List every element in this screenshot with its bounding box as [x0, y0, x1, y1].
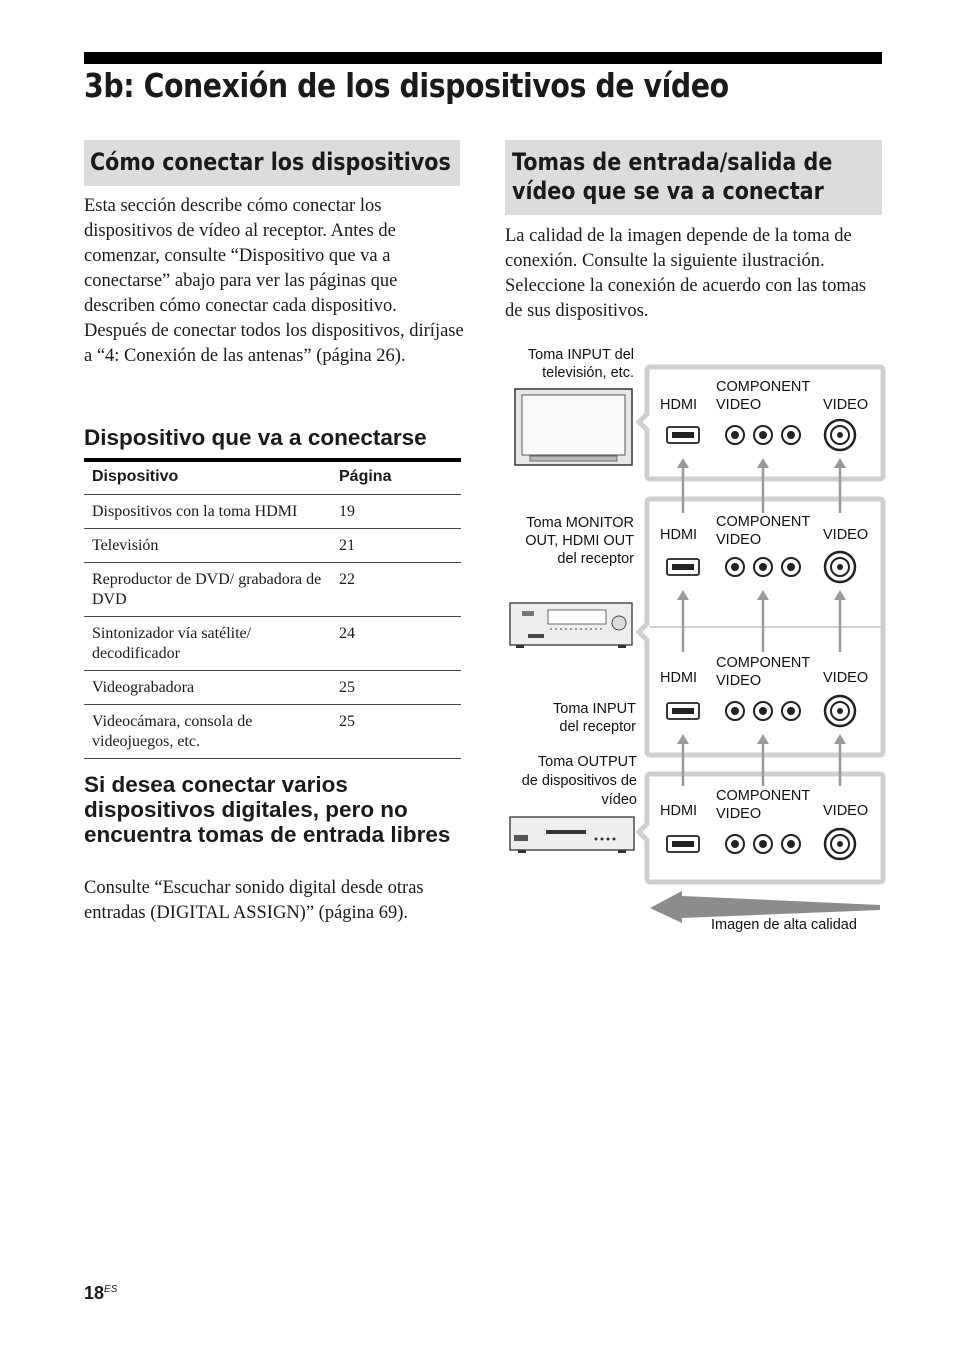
device-cell: [84, 563, 331, 617]
component-video-label: VIDEO: [716, 397, 762, 413]
right-heading-box: [505, 140, 882, 215]
signal-arrows: [677, 458, 846, 786]
right-intro-paragraph: La calidad de la imagen depende de la toma de conexión. Consulte la siguiente ilustración. Seleccione la conexión de acuerdo con las tomas de sus dispositivos.: [505, 226, 867, 321]
monitor-label-line-1: Toma MONITOR: [526, 515, 634, 531]
input-label-line-1: Toma INPUT: [553, 701, 636, 717]
col-header-page: Página: [339, 468, 392, 485]
table-heading: Dispositivo que va a conectarse: [84, 425, 427, 450]
device-cell: Sintonizador vía satélite/ decodificador: [84, 617, 331, 671]
receptor-icon: [510, 603, 632, 648]
connection-diagram: [500, 340, 890, 940]
col-header-device: Dispositivo: [92, 468, 179, 485]
right-heading-line-2: vídeo que se va a conectar: [512, 177, 824, 205]
hdmi-label: HDMI: [660, 397, 698, 413]
output-label-line-1: Toma OUTPUT: [537, 754, 637, 770]
video-label: VIDEO: [823, 670, 869, 686]
component-label: COMPONENT: [716, 655, 811, 671]
section-heading-box: [84, 140, 460, 186]
input-label-line-2: del receptor: [559, 719, 636, 735]
tv-ports: [667, 420, 855, 450]
receptor-input-ports: [667, 696, 855, 726]
device-text: Reproductor de DVD/ grabadora de DVD: [92, 571, 322, 608]
hdmi-label: HDMI: [660, 527, 698, 543]
page-lang: ES: [104, 1284, 118, 1295]
hdmi-label: HDMI: [660, 670, 698, 686]
table-header-row: [84, 462, 461, 495]
tv-label-line-2: televisión, etc.: [542, 365, 634, 381]
table-row: [84, 495, 461, 529]
table-row: [84, 671, 461, 705]
page-cell: 25: [331, 671, 461, 705]
section-heading: Cómo conectar los dispositivos: [90, 148, 451, 176]
monitor-label-line-3: del receptor: [557, 551, 634, 567]
component-video-label: VIDEO: [716, 806, 762, 822]
video-label: VIDEO: [823, 397, 869, 413]
component-video-label: VIDEO: [716, 673, 762, 689]
device-table: [84, 462, 461, 759]
component-video-label: VIDEO: [716, 532, 762, 548]
page-cell: 24: [331, 617, 461, 671]
device-cell: Videocámara, consola de videojuegos, etc.: [84, 705, 331, 759]
multi-device-heading: Si desea conectar varios dispositivos digitales, pero no encuentra tomas de entrada libres: [84, 772, 451, 847]
monitor-out-ports: [667, 552, 855, 582]
video-label: VIDEO: [823, 527, 869, 543]
quality-caption: Imagen de alta calidad: [711, 917, 857, 933]
device-cell: Televisión: [84, 529, 331, 563]
title-rule: [84, 52, 882, 64]
device-cell: Dispositivos con la toma HDMI: [84, 495, 331, 529]
page-cell: 25: [331, 705, 461, 759]
hdmi-label: HDMI: [660, 803, 698, 819]
dvd-player-icon: [510, 817, 634, 853]
right-heading-line-1: Tomas de entrada/salida de: [512, 148, 833, 176]
output-label-line-3: vídeo: [601, 792, 637, 808]
tv-label-line-1: Toma INPUT del: [527, 347, 634, 363]
monitor-label-line-2: OUT, HDMI OUT: [525, 533, 634, 549]
diagram-graphics: [500, 340, 890, 940]
component-label: COMPONENT: [716, 788, 811, 804]
component-label: COMPONENT: [716, 514, 811, 530]
page-number-value: 18: [84, 1283, 105, 1303]
table-row: [84, 563, 461, 617]
page-number: [84, 1283, 117, 1304]
output-label-line-2: de dispositivos de: [521, 773, 637, 789]
device-cell: Videograbadora: [84, 671, 331, 705]
multi-device-text: Consulte “Escuchar sonido digital desde otras entradas (DIGITAL ASSIGN)” (página 69).: [84, 878, 424, 923]
table-row: [84, 529, 461, 563]
intro-paragraph: Esta sección describe cómo conectar los dispositivos de vídeo al receptor. Antes de comenzar, consulte “Dispositivo que va a conectarse” abajo para ver las páginas que describen cómo conectar cada dispositivo. Después de conectar todos los dispositivos, diríjase a “4: Conexión de las antenas” (página 26).: [84, 196, 464, 366]
page-title: 3b: Conexión de los dispositivos de vídeo: [84, 66, 729, 105]
device-table-wrap: [84, 458, 461, 759]
video-label: VIDEO: [823, 803, 869, 819]
page-cell: 22: [331, 563, 461, 617]
tv-icon: [515, 389, 632, 465]
component-label: COMPONENT: [716, 379, 811, 395]
device-output-ports: [667, 829, 855, 859]
table-row: [84, 705, 461, 759]
page-cell: 21: [331, 529, 461, 563]
table-row: [84, 617, 461, 671]
page-cell: 19: [331, 495, 461, 529]
